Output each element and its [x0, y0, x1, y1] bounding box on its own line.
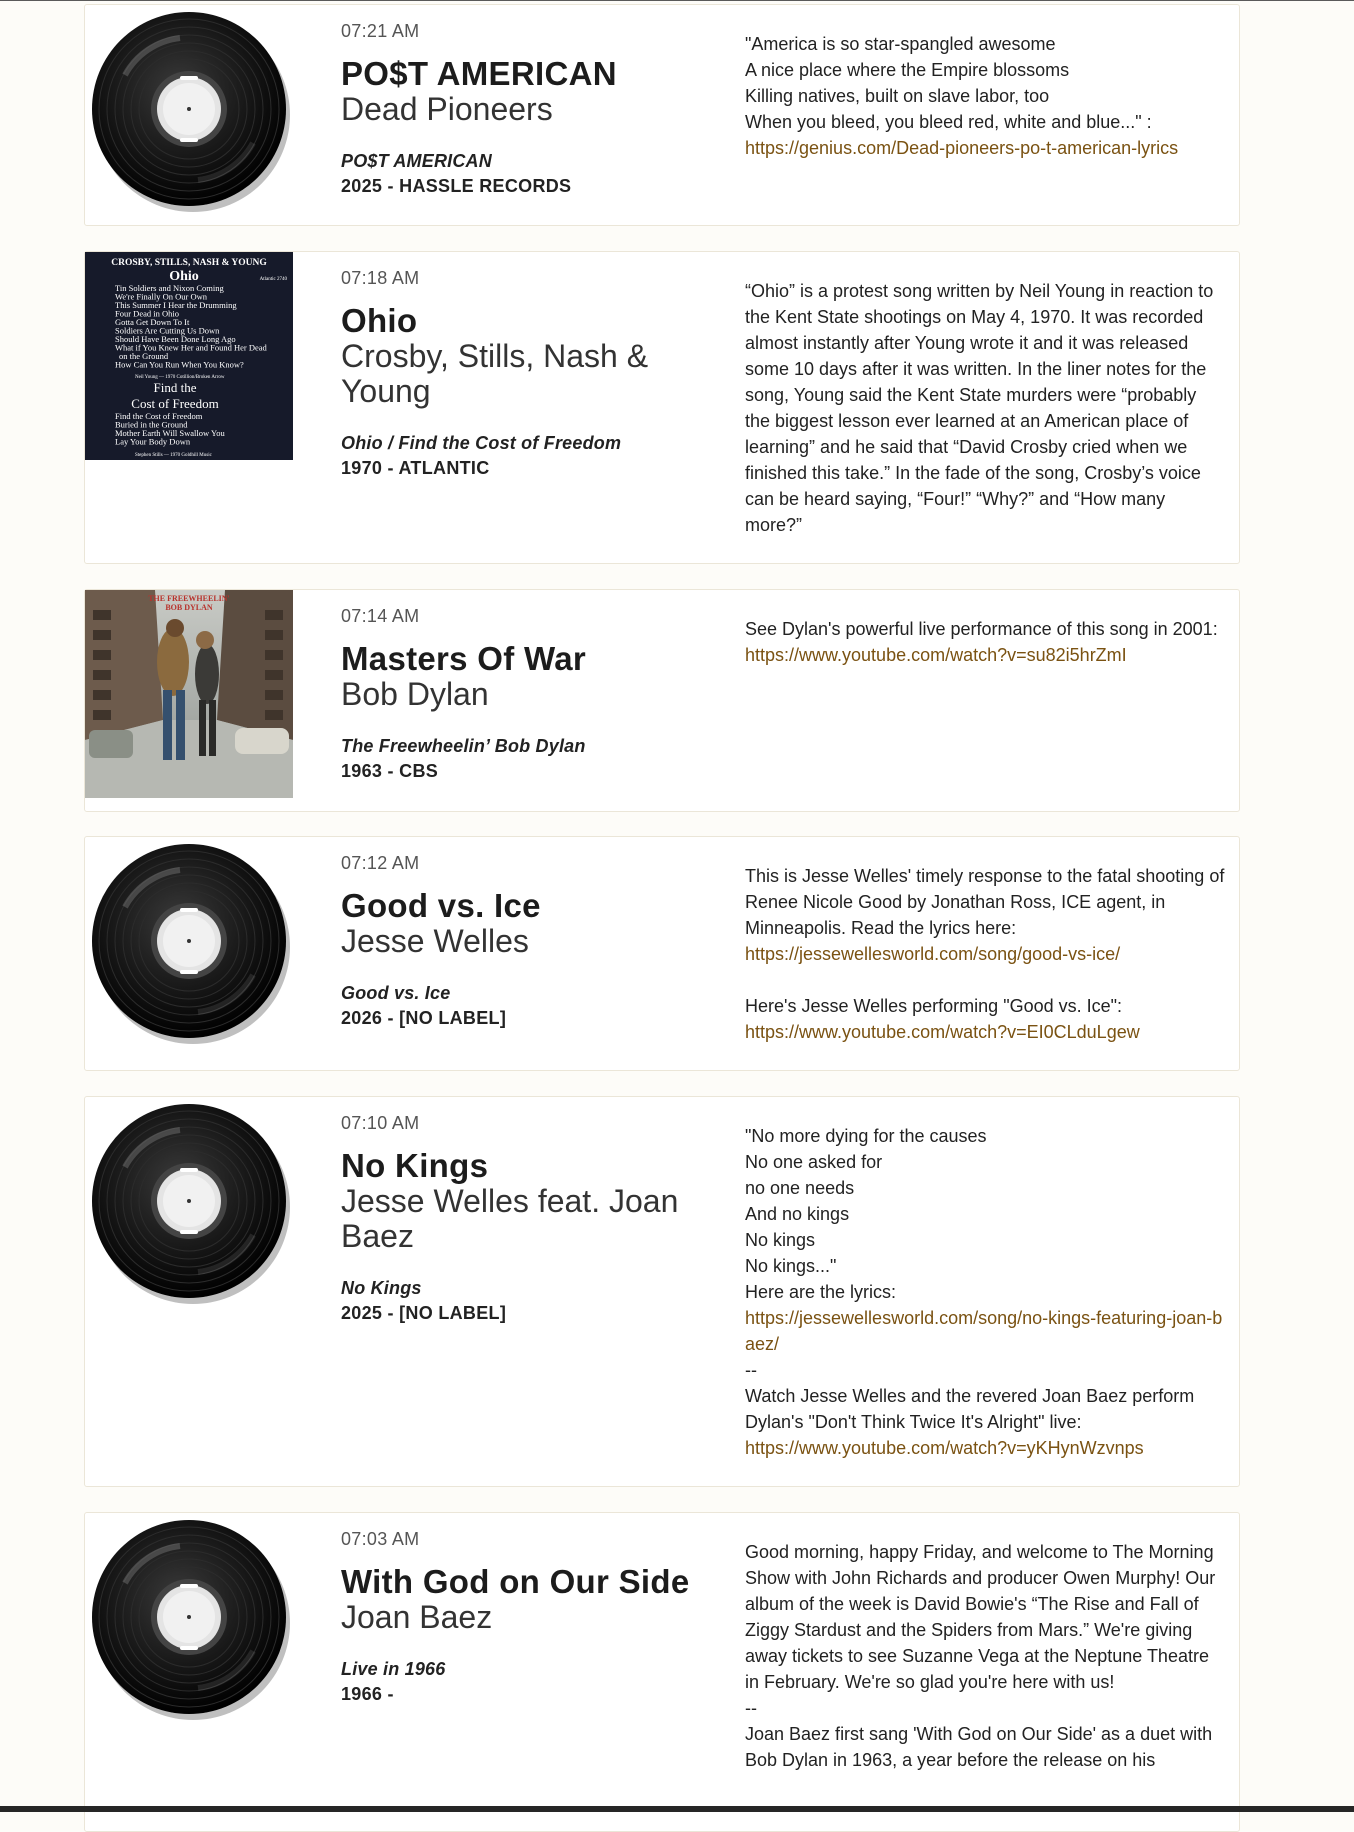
- release-info: 1970 - ATLANTIC: [341, 458, 490, 478]
- vinyl-record-icon[interactable]: [85, 1513, 293, 1721]
- description-text: “Ohio” is a protest song written by Neil Young in reaction to the Kent State shootings on May 4, 1970. It was recorded almost instantly after Young wrote it and it was released some 10 days after it was written. In the liner notes for the song, Young said the Kent State murders were “probably the biggest lesson ever learned at an American place of learning” and he said that “David Crosby cried when we finished this take.” In the fade of the song, Crosby’s voice can be heard saying, “Four!” “Why?” and “How many more?”: [745, 281, 1214, 535]
- description-line: [745, 109, 1225, 135]
- play-time: 07:10 AM: [341, 1113, 420, 1133]
- cover-credit: Neil Young — 1970 Cotillion/Broken Arrow: [135, 375, 225, 380]
- description-text: No one asked for: [745, 1152, 883, 1172]
- cover-credit: Stephen Stills — 1970 Goldhill Music: [135, 453, 212, 458]
- description-text: Good morning, happy Friday, and welcome to The Morning Show with John Richards and producer Owen Murphy! Our album of the week is David Bowie's “The Rise and Fall of Ziggy Stardust and the Spiders from Mars.” We're giving away tickets to see Suzanne Vega at the Neptune Theatre in February. We're so glad you're here with us!: [745, 1542, 1216, 1692]
- track-meta: [341, 1113, 701, 1324]
- album-name: No Kings: [341, 1278, 422, 1298]
- cover-track-line: Buried in the Ground: [115, 419, 188, 430]
- artist-name: Dead Pioneers: [341, 91, 553, 127]
- description-line: [745, 83, 1225, 109]
- cover-track-line: Should Have Been Done Long Ago: [115, 334, 236, 344]
- cover-b-title: Cost of Freedom: [131, 396, 219, 411]
- description-text: Here are the lyrics:: [745, 1282, 897, 1302]
- song-title: Masters Of War: [341, 640, 587, 677]
- track-description: [745, 1123, 1225, 1461]
- description-line: [745, 1175, 1225, 1201]
- track-meta: [341, 268, 701, 479]
- external-link[interactable]: https://genius.com/Dead-pioneers-po-t-american-lyrics: [745, 138, 1179, 158]
- track-card: [84, 4, 1240, 226]
- play-time: 07:14 AM: [341, 606, 420, 626]
- play-time: 07:18 AM: [341, 268, 420, 288]
- cover-track-line: What if You Knew Her and Found Her Dead: [115, 342, 267, 353]
- cover-track-line: Lay Your Body Down: [115, 436, 191, 447]
- vinyl-record-icon[interactable]: [85, 1097, 293, 1305]
- cover-track-line: Tin Soldiers and Nixon Coming: [115, 283, 224, 293]
- description-line: [745, 1019, 1225, 1045]
- track-card: [84, 1096, 1240, 1487]
- external-link[interactable]: https://www.youtube.com/watch?v=EI0CLduLgew: [745, 1022, 1140, 1042]
- external-link[interactable]: https://www.youtube.com/watch?v=yKHynWzvnps: [745, 1438, 1144, 1458]
- song-title: With God on Our Side: [341, 1563, 690, 1600]
- description-text: Here's Jesse Welles performing "Good vs. Ice":: [745, 996, 1123, 1016]
- artist-name: Bob Dylan: [341, 676, 489, 712]
- track-description: [745, 863, 1225, 1045]
- track-meta: [341, 1529, 701, 1705]
- track-card: [84, 1512, 1240, 1832]
- track-description: [745, 1539, 1225, 1773]
- description-line: [745, 1357, 1225, 1383]
- description-line: [745, 1539, 1225, 1695]
- play-time: 07:12 AM: [341, 853, 420, 873]
- description-text: And no kings: [745, 1204, 850, 1224]
- album-name: Ohio / Find the Cost of Freedom: [341, 433, 622, 453]
- description-line: [745, 1149, 1225, 1175]
- description-text: "America is so star-spangled awesome: [745, 34, 1056, 54]
- cover-track-line: Mother Earth Will Swallow You: [115, 428, 225, 438]
- release-info: 1966 -: [341, 1684, 394, 1704]
- track-card: [84, 251, 1240, 564]
- play-time: 07:21 AM: [341, 21, 420, 41]
- track-description: [745, 31, 1225, 161]
- description-text: Joan Baez first sang 'With God on Our Side' as a duet with Bob Dylan in 1963, a year before the release on his: [745, 1724, 1213, 1770]
- cover-title: BOB DYLAN: [165, 603, 213, 612]
- cover-track-line: Gotta Get Down To It: [115, 317, 190, 327]
- description-text: --: [745, 1360, 757, 1380]
- external-link[interactable]: https://jessewellesworld.com/song/no-kings-featuring-joan-baez/: [745, 1308, 1223, 1354]
- description-line: [745, 967, 1225, 993]
- cover-b-title: Find the: [153, 380, 197, 395]
- description-line: [745, 863, 1225, 941]
- description-text: Killing natives, built on slave labor, too: [745, 86, 1050, 106]
- vinyl-record-icon[interactable]: [85, 837, 293, 1045]
- description-line: [745, 993, 1225, 1019]
- artist-name: Joan Baez: [341, 1599, 493, 1635]
- description-line: [745, 57, 1225, 83]
- track-card: [84, 589, 1240, 812]
- song-title: PO$T AMERICAN: [341, 55, 617, 92]
- vinyl-record-icon[interactable]: [85, 5, 293, 213]
- description-text: A nice place where the Empire blossoms: [745, 60, 1070, 80]
- cover-track-line: Four Dead in Ohio: [115, 308, 179, 319]
- album-name: PO$T AMERICAN: [341, 151, 492, 171]
- cover-label-number: Atlantic 2740: [259, 277, 287, 282]
- description-text: no one needs: [745, 1178, 855, 1198]
- album-name: The Freewheelin’ Bob Dylan: [341, 736, 586, 756]
- description-text: No kings: [745, 1230, 816, 1250]
- bottom-bar: [0, 1806, 1354, 1812]
- external-link[interactable]: https://jessewellesworld.com/song/good-vs-ice/: [745, 944, 1121, 964]
- description-line: [745, 1227, 1225, 1253]
- album-cover[interactable]: [85, 252, 293, 460]
- description-line: [745, 1695, 1225, 1721]
- description-line: [745, 1721, 1225, 1773]
- description-line: [745, 31, 1225, 57]
- artist-name: Jesse Welles feat. Joan Baez: [341, 1183, 679, 1254]
- description-line: [745, 1253, 1225, 1279]
- cover-track-line: on the Ground: [119, 351, 169, 361]
- track-meta: [341, 21, 701, 197]
- track-meta: [341, 606, 701, 782]
- release-info: 1963 - CBS: [341, 761, 439, 781]
- description-text: "No more dying for the causes: [745, 1126, 987, 1146]
- album-name: Good vs. Ice: [341, 983, 451, 1003]
- description-line: [745, 616, 1225, 668]
- top-border: [0, 0, 1354, 1]
- description-line: [745, 135, 1225, 161]
- artist-name: Jesse Welles: [341, 923, 529, 959]
- description-text: This is Jesse Welles' timely response to the fatal shooting of Renee Nicole Good by Jonathan Ross, ICE agent, in Minneapolis. Read the lyrics here:: [745, 866, 1225, 938]
- track-meta: [341, 853, 701, 1029]
- artist-name: Crosby, Stills, Nash & Young: [341, 338, 649, 409]
- cover-track-line: Find the Cost of Freedom: [115, 411, 203, 421]
- description-text: --: [745, 1698, 757, 1718]
- track-card: [84, 836, 1240, 1071]
- album-name: Live in 1966: [341, 1659, 446, 1679]
- cover-title: THE FREEWHEELIN': [148, 594, 230, 603]
- description-line: [745, 278, 1225, 538]
- description-line: [745, 1383, 1225, 1435]
- release-info: 2025 - HASSLE RECORDS: [341, 176, 572, 196]
- album-cover[interactable]: [85, 590, 293, 798]
- track-description: [745, 278, 1225, 538]
- cover-track-line: This Summer I Hear the Drumming: [115, 300, 237, 310]
- cover-track-line: How Can You Run When You Know?: [115, 359, 244, 370]
- cover-track-line: Soldiers Are Cutting Us Down: [115, 325, 220, 336]
- description-line: [745, 1201, 1225, 1227]
- description-line: [745, 1435, 1225, 1461]
- release-info: 2026 - [NO LABEL]: [341, 1008, 507, 1028]
- external-link[interactable]: https://www.youtube.com/watch?v=su82i5hrZmI: [745, 645, 1127, 665]
- description-text: No kings...": [745, 1256, 837, 1276]
- description-line: [745, 1123, 1225, 1149]
- song-title: Good vs. Ice: [341, 887, 541, 924]
- song-title: No Kings: [341, 1147, 489, 1184]
- description-line: [745, 1279, 1225, 1305]
- description-text: See Dylan's powerful live performance of this song in 2001:: [745, 619, 1218, 639]
- description-text: When you bleed, you bleed red, white and blue..." :: [745, 112, 1152, 132]
- description-line: [745, 941, 1225, 967]
- cover-track-line: We're Finally On Our Own: [115, 291, 207, 302]
- cover-title: Ohio: [169, 269, 199, 284]
- description-text: Watch Jesse Welles and the revered Joan Baez perform Dylan's "Don't Think Twice It's Alright" live:: [745, 1386, 1195, 1432]
- play-time: 07:03 AM: [341, 1529, 420, 1549]
- song-title: Ohio: [341, 302, 418, 339]
- cover-header: CROSBY, STILLS, NASH & YOUNG: [111, 258, 267, 268]
- track-description: [745, 616, 1225, 668]
- release-info: 2025 - [NO LABEL]: [341, 1303, 507, 1323]
- description-line: [745, 1305, 1225, 1357]
